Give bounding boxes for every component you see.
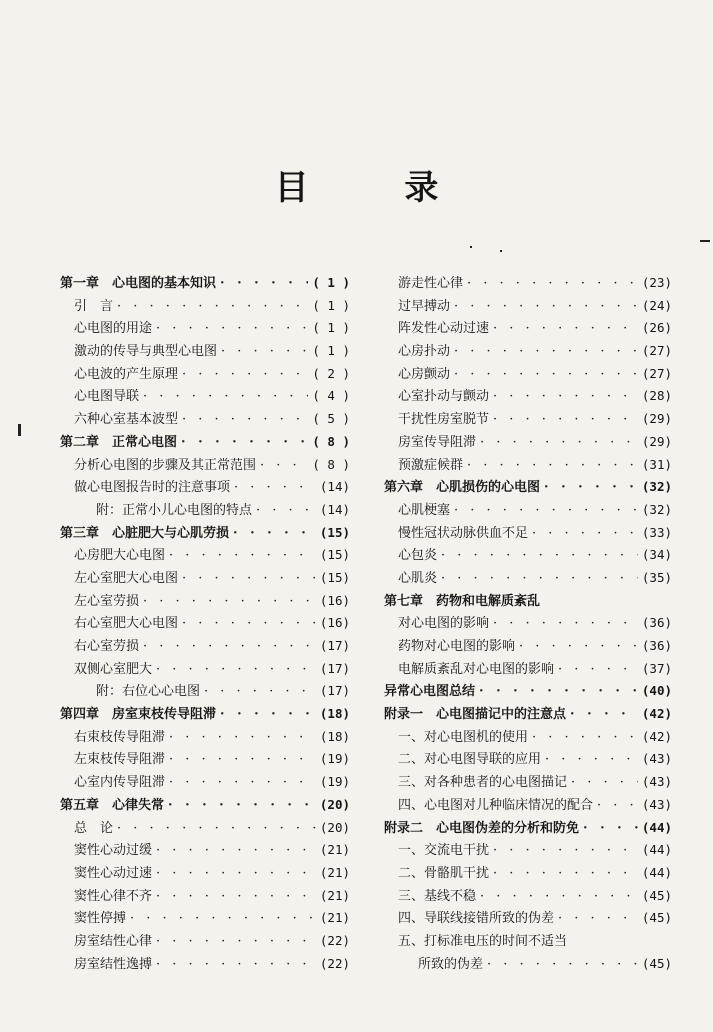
toc-entry-row xyxy=(384,907,672,930)
toc-page-number: (16) xyxy=(319,615,350,631)
toc-page-number: ( 8 ) xyxy=(312,456,350,472)
toc-page-number: (43) xyxy=(641,774,672,790)
toc-entry-title: 心肌炎 xyxy=(398,570,438,586)
toc-dot-leader xyxy=(234,480,316,495)
toc-dot-leader xyxy=(532,526,638,541)
toc-entry-row xyxy=(384,658,672,681)
toc-entry-title: 右束枝传导阻滞 xyxy=(74,729,166,745)
toc-entry-title: 心室内传导阻滞 xyxy=(74,775,166,791)
toc-entry-row xyxy=(60,590,350,613)
toc-page-number: (15) xyxy=(319,524,350,540)
toc-entry-row xyxy=(384,748,672,771)
scan-mark xyxy=(470,246,472,248)
toc-entry-row xyxy=(60,385,350,408)
toc-page-number: (28) xyxy=(641,388,672,404)
toc-dot-leader xyxy=(143,389,308,404)
toc-entry-row xyxy=(60,635,350,658)
toc-entry-row xyxy=(60,363,350,386)
toc-entry-row xyxy=(60,476,350,499)
toc-entry-title: 心电图的用途 xyxy=(74,321,153,337)
toc-dot-leader xyxy=(260,458,308,473)
toc-dot-leader xyxy=(169,775,316,790)
scan-mark xyxy=(700,240,710,242)
toc-dot-leader xyxy=(571,775,638,790)
toc-dot-leader xyxy=(143,594,316,609)
toc-dot-leader xyxy=(493,321,638,336)
toc-page-number: (20) xyxy=(319,796,350,812)
toc-page-number: (44) xyxy=(641,842,672,858)
toc-entry-title: 药物对心电图的影响 xyxy=(398,639,516,654)
toc-page-number: (27) xyxy=(641,365,672,381)
toc-entry-title: 心室扑动与颤动 xyxy=(398,389,490,405)
toc-entry-row xyxy=(60,567,350,590)
toc-entry-row xyxy=(384,612,672,635)
toc-page-number: (33) xyxy=(641,524,672,540)
toc-page-number: (15) xyxy=(319,569,350,585)
toc-page-number: (18) xyxy=(319,728,350,744)
toc-entry-title: 四、导联线接错所致的伪差 xyxy=(398,911,555,927)
toc-entry-row xyxy=(60,408,350,431)
toc-page-number: (15) xyxy=(319,547,350,563)
toc-dot-leader xyxy=(467,276,638,291)
toc-entry-row xyxy=(60,953,350,976)
toc-entry-title: 房室传导阻滞 xyxy=(398,434,477,450)
toc-page-number: (42) xyxy=(641,706,672,722)
toc-entry-title: 房室结性心律 xyxy=(74,933,153,949)
toc-entry-title: 干扰性房室脱节 xyxy=(398,412,490,428)
toc-entry-title: 左束枝传导阻滞 xyxy=(74,752,166,768)
toc-entry-title: 第七章 药物和电解质紊乱 xyxy=(384,593,541,609)
toc-page-number: (44) xyxy=(641,819,672,835)
toc-entry-row xyxy=(384,567,672,590)
toc-chapter-row xyxy=(60,272,350,295)
toc-dot-leader xyxy=(454,503,638,518)
toc-page-number: (17) xyxy=(319,660,350,676)
toc-entry-title: 窦性停搏 xyxy=(74,911,127,927)
toc-entry-title: 做心电图报告时的注意事项 xyxy=(74,480,231,496)
toc-entry-title: 心房扑动 xyxy=(398,344,451,360)
toc-entry-row xyxy=(384,862,672,885)
toc-entry-row xyxy=(60,454,350,477)
toc-dot-leader xyxy=(519,639,638,654)
toc-dot-leader xyxy=(143,639,316,654)
toc-dot-leader xyxy=(467,458,638,473)
toc-entry-title: 异常心电图总结 xyxy=(384,684,476,700)
toc-entry-title: 分析心电图的步骤及其正常范围 xyxy=(74,457,257,473)
toc-entry-title: 附录二 心电图伪差的分析和防免 xyxy=(384,820,580,836)
toc-dot-leader xyxy=(493,389,638,404)
toc-dot-leader xyxy=(156,321,308,336)
toc-entry-row xyxy=(60,930,350,953)
toc-entry-title: 窦性心动过速 xyxy=(74,865,153,881)
toc-page-number: ( 1 ) xyxy=(312,343,350,359)
toc-chapter-row xyxy=(384,590,672,613)
toc-entry-title: 所致的伪差 xyxy=(418,956,484,972)
toc-page-number: (22) xyxy=(319,955,350,971)
toc-entry-row xyxy=(384,930,672,953)
toc-entry-title: 第一章 心电图的基本知识 xyxy=(60,276,217,291)
toc-entry-title: 一、对心电图机的使用 xyxy=(398,729,529,745)
toc-entry-row xyxy=(384,726,672,749)
toc-dot-leader xyxy=(220,276,308,291)
toc-dot-leader xyxy=(156,662,316,677)
toc-entry-row xyxy=(384,953,672,976)
toc-dot-leader xyxy=(480,435,638,450)
toc-entry-title: 预激症候群 xyxy=(398,457,464,473)
toc-chapter-row xyxy=(60,522,350,545)
toc-dot-leader xyxy=(597,798,638,813)
toc-dot-leader xyxy=(117,821,316,836)
toc-entry-row xyxy=(60,817,350,840)
toc-page-number: (27) xyxy=(641,343,672,359)
toc-page-number: ( 1 ) xyxy=(312,320,350,336)
toc-page-number: (24) xyxy=(641,297,672,313)
toc-entry-row xyxy=(60,680,350,703)
toc-entry-row xyxy=(60,544,350,567)
toc-page-number: (35) xyxy=(641,569,672,585)
toc-dot-leader xyxy=(233,526,316,541)
toc-dot-leader xyxy=(480,889,638,904)
toc-page-number: (14) xyxy=(319,479,350,495)
toc-dot-leader xyxy=(182,616,316,631)
toc-page-number: (37) xyxy=(641,660,672,676)
toc-dot-leader xyxy=(221,344,308,359)
toc-page-number: (19) xyxy=(319,751,350,767)
toc-entry-row xyxy=(60,839,350,862)
toc-entry-row xyxy=(384,431,672,454)
toc-page-number: (20) xyxy=(319,819,350,835)
toc-entry-title: 房室结性逸搏 xyxy=(74,956,153,972)
toc-dot-leader xyxy=(454,344,638,359)
toc-dot-leader xyxy=(169,752,316,767)
toc-entry-title: 二、骨骼肌干扰 xyxy=(398,865,490,881)
toc-entry-title: 心包炎 xyxy=(398,548,438,564)
toc-page-number: (19) xyxy=(319,774,350,790)
toc-entry-title: 心肌梗塞 xyxy=(398,502,451,518)
toc-entry-row xyxy=(384,771,672,794)
toc-entry-row xyxy=(60,499,350,522)
toc-entry-row xyxy=(384,340,672,363)
toc-page-number: ( 2 ) xyxy=(312,365,350,381)
page-title: 目 录 xyxy=(274,168,481,208)
toc-right-column xyxy=(384,272,672,975)
toc-entry-title: 双侧心室肥大 xyxy=(74,661,153,677)
toc-entry-title: 三、对各种患者的心电图描记 xyxy=(398,775,568,791)
toc-page-number: (17) xyxy=(319,683,350,699)
toc-page-number: ( 1 ) xyxy=(312,297,350,313)
toc-entry-row xyxy=(384,317,672,340)
toc-entry-title: 一、交流电干扰 xyxy=(398,843,490,859)
toc-page-number: (45) xyxy=(641,887,672,903)
toc-dot-leader xyxy=(169,548,316,563)
toc-entry-row xyxy=(384,272,672,295)
toc-dot-leader xyxy=(454,367,638,382)
toc-entry-row xyxy=(384,295,672,318)
toc-page-number: (26) xyxy=(641,320,672,336)
toc-dot-leader xyxy=(479,684,638,699)
toc-dot-leader xyxy=(117,299,308,314)
toc-entry-row xyxy=(384,454,672,477)
toc-dot-leader xyxy=(156,843,316,858)
toc-dot-leader xyxy=(256,503,316,518)
toc-entry-title: 过早搏动 xyxy=(398,298,451,314)
toc-entry-title: 第四章 房室束枝传导阻滞 xyxy=(60,707,217,723)
toc-entry-row xyxy=(384,635,672,658)
toc-dot-leader xyxy=(545,752,638,767)
toc-dot-leader xyxy=(532,730,638,745)
toc-page-number: ( 8 ) xyxy=(312,433,350,449)
toc-dot-leader xyxy=(583,821,638,836)
toc-entry-title: 附录一 心电图描记中的注意点 xyxy=(384,707,567,723)
toc-page-number: (21) xyxy=(319,864,350,880)
toc-entry-title: 心电图导联 xyxy=(74,389,140,405)
toc-entry-row xyxy=(60,907,350,930)
toc-entry-title: 左心室劳损 xyxy=(74,593,140,609)
toc-entry-title: 附：右位心心电图 xyxy=(96,684,201,700)
toc-entry-title: 窦性心动过缓 xyxy=(74,843,153,859)
toc-entry-title: 游走性心律 xyxy=(398,276,464,291)
toc-dot-leader xyxy=(156,934,316,949)
toc-dot-leader xyxy=(493,412,638,427)
toc-page-number: (32) xyxy=(641,501,672,517)
toc-dot-leader xyxy=(181,435,308,450)
toc-page-number: (21) xyxy=(319,842,350,858)
toc-entry-title: 激动的传导与典型心电图 xyxy=(74,344,218,360)
toc-entry-title: 心房颤动 xyxy=(398,366,451,382)
toc-page-number: (16) xyxy=(319,592,350,608)
toc-left-column xyxy=(60,272,350,975)
toc-dot-leader xyxy=(169,730,316,745)
toc-entry-title: 引 言 xyxy=(74,298,114,314)
toc-page-number: ( 5 ) xyxy=(312,411,350,427)
toc-dot-leader xyxy=(156,889,316,904)
toc-entry-title: 慢性冠状动脉供血不足 xyxy=(398,525,529,541)
toc-dot-leader xyxy=(544,480,638,495)
toc-entry-title: 总 论 xyxy=(74,820,114,836)
toc-dot-leader xyxy=(182,412,308,427)
toc-entry-row xyxy=(384,363,672,386)
toc-entry-row xyxy=(60,771,350,794)
toc-page-number: (21) xyxy=(319,910,350,926)
toc-page-number: (21) xyxy=(319,887,350,903)
toc-dot-leader xyxy=(182,367,308,382)
toc-entry-row xyxy=(60,726,350,749)
toc-entry-title: 四、心电图对儿种临床情况的配合 xyxy=(398,797,594,813)
toc-entry-title: 第五章 心律失常 xyxy=(60,797,165,813)
toc-entry-title: 左心室肥大心电图 xyxy=(74,570,179,586)
toc-page-number: (29) xyxy=(641,433,672,449)
toc-dot-leader xyxy=(570,707,638,722)
toc-entry-title: 心电波的产生原理 xyxy=(74,366,179,382)
toc-dot-leader xyxy=(558,911,638,926)
toc-entry-title: 阵发性心动过速 xyxy=(398,321,490,337)
toc-entry-title: 右心室劳损 xyxy=(74,639,140,654)
toc-entry-row xyxy=(384,885,672,908)
toc-chapter-row xyxy=(384,817,672,840)
toc-dot-leader xyxy=(487,957,638,972)
toc-dot-leader xyxy=(454,299,638,314)
toc-page-number: (22) xyxy=(319,932,350,948)
toc-entry-title: 电解质紊乱对心电图的影响 xyxy=(398,661,555,677)
toc-entry-row xyxy=(60,317,350,340)
toc-dot-leader xyxy=(168,798,316,813)
toc-entry-title: 附：正常小儿心电图的特点 xyxy=(96,502,253,518)
toc-entry-title: 第三章 心脏肥大与心肌劳损 xyxy=(60,525,230,541)
toc-page-number: (32) xyxy=(641,479,672,495)
toc-entry-row xyxy=(384,522,672,545)
toc-page-number: (18) xyxy=(319,706,350,722)
toc-dot-leader xyxy=(130,911,316,926)
toc-entry-title: 三、基线不稳 xyxy=(398,888,477,904)
toc-chapter-row xyxy=(60,703,350,726)
toc-dot-leader xyxy=(558,662,638,677)
toc-entry-row xyxy=(60,295,350,318)
toc-entry-title: 第二章 正常心电图 xyxy=(60,434,178,450)
toc-page-number: (43) xyxy=(641,751,672,767)
toc-dot-leader xyxy=(220,707,316,722)
toc-entry-title: 右心室肥大心电图 xyxy=(74,616,179,632)
toc-dot-leader xyxy=(441,571,638,586)
toc-dot-leader xyxy=(441,548,638,563)
toc-page-number: (40) xyxy=(641,683,672,699)
toc-page-number: (43) xyxy=(641,796,672,812)
toc-dot-leader xyxy=(493,616,638,631)
toc-entry-row xyxy=(60,748,350,771)
toc-entry-row xyxy=(384,794,672,817)
toc-chapter-row xyxy=(60,431,350,454)
toc-dot-leader xyxy=(182,571,316,586)
toc-dot-leader xyxy=(493,866,638,881)
toc-page-number: (31) xyxy=(641,456,672,472)
toc-entry-row xyxy=(384,499,672,522)
toc-entry-row xyxy=(60,658,350,681)
toc-entry-title: 窦性心律不齐 xyxy=(74,888,153,904)
toc-entry-row xyxy=(384,839,672,862)
toc-page-number: (14) xyxy=(319,501,350,517)
toc-chapter-row xyxy=(384,703,672,726)
toc-page-number: (36) xyxy=(641,615,672,631)
toc-page-number: ( 1 ) xyxy=(312,275,350,290)
scan-mark xyxy=(500,250,502,252)
toc-page-number: (29) xyxy=(641,411,672,427)
toc-page-number: (36) xyxy=(641,638,672,653)
toc-entry-row xyxy=(60,862,350,885)
toc-dot-leader xyxy=(156,957,316,972)
toc-chapter-row xyxy=(60,794,350,817)
toc-entry-title: 对心电图的影响 xyxy=(398,616,490,632)
toc-entry-row xyxy=(60,612,350,635)
toc-entry-title: 二、对心电图导联的应用 xyxy=(398,752,542,768)
toc-entry-title: 第六章 心肌损伤的心电图 xyxy=(384,480,541,496)
toc-dot-leader xyxy=(156,866,316,881)
toc-page-number: (45) xyxy=(641,955,672,971)
toc-entry-row xyxy=(60,340,350,363)
toc-entry-title: 心房肥大心电图 xyxy=(74,548,166,564)
toc-entry-row xyxy=(384,408,672,431)
toc-dot-leader xyxy=(204,684,316,699)
toc-entry-row xyxy=(384,544,672,567)
toc-chapter-row xyxy=(384,476,672,499)
toc-page-number: ( 4 ) xyxy=(312,388,350,404)
toc-chapter-row xyxy=(384,680,672,703)
toc-page-number: (17) xyxy=(319,638,350,653)
toc-entry-title: 五、打标准电压的时间不适当 xyxy=(398,933,568,949)
toc-page-number: (44) xyxy=(641,864,672,880)
toc-dot-leader xyxy=(493,843,638,858)
toc-entry-title: 六种心室基本波型 xyxy=(74,412,179,428)
toc-page-number: (23) xyxy=(641,275,672,290)
scan-mark xyxy=(18,424,21,436)
toc-page-number: (42) xyxy=(641,728,672,744)
toc-page-number: (34) xyxy=(641,547,672,563)
toc-entry-row xyxy=(60,885,350,908)
toc-entry-row xyxy=(384,385,672,408)
toc-page-number: (45) xyxy=(641,910,672,926)
